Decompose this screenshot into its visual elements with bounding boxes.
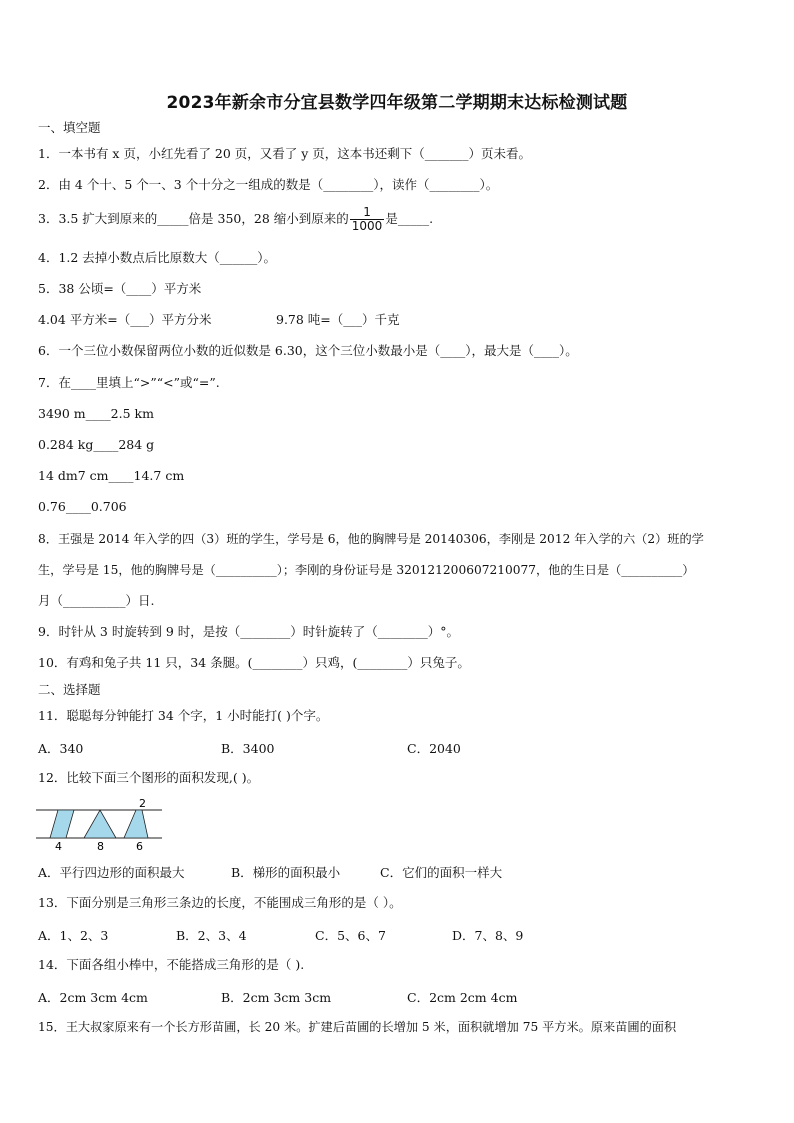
question-3-text-a: 3．3.5 扩大到原来的_____倍是 350，28 缩小到原来的 xyxy=(38,211,349,226)
question-13-option-d: D．7、8、9 xyxy=(452,928,524,943)
question-14-option-b: B．2cm 3cm 3cm xyxy=(221,990,332,1005)
fraction-numerator: 1 xyxy=(363,205,371,219)
section-fill-in-blank: 一、填空题 xyxy=(38,120,101,135)
question-15: 15．王大叔家原来有一个长方形苗圃，长 20 米。扩建后苗圃的长增加 5 米，面积就增加 75 平方米。原来苗圃的面积 xyxy=(38,1020,677,1034)
page-title: 2023年新余市分宜县数学四年级第二学期期末达标检测试题 xyxy=(166,93,628,113)
question-12-option-c: C．它们的面积一样大 xyxy=(380,865,503,880)
question-11-option-b: B．3400 xyxy=(221,741,275,756)
trapezoid-shape xyxy=(124,810,148,838)
question-6: 6．一个三位小数保留两位小数的近似数是 6.30，这个三位小数最小是（____），最大是（____）。 xyxy=(38,343,578,358)
label-bottom-6: 6 xyxy=(136,840,143,852)
shapes-figure xyxy=(36,796,162,852)
question-1: 1．一本书有 x 页，小红先看了 20 页，又看了 y 页，这本书还剩下（_______）页未看。 xyxy=(38,146,532,161)
question-13-option-a: A．1、2、3 xyxy=(38,928,109,943)
question-12: 12．比较下面三个图形的面积发现,( )。 xyxy=(38,770,260,785)
question-8-line-3: 月（__________）日. xyxy=(38,593,155,608)
question-13-option-c: C．5、6、7 xyxy=(315,928,386,943)
question-13: 13．下面分别是三角形三条边的长度，不能围成三角形的是（ ）。 xyxy=(38,895,402,910)
question-11-option-a: A．340 xyxy=(38,741,84,756)
question-5b: 4.04 平方米=（___）平方分米 xyxy=(38,312,212,327)
fraction xyxy=(350,206,385,233)
question-5a: 5．38 公顷=（____）平方米 xyxy=(38,281,202,296)
question-11: 11．聪聪每分钟能打 34 个字，1 小时能打( )个字。 xyxy=(38,708,329,723)
question-4: 4．1.2 去掉小数点后比原数大（______）。 xyxy=(38,250,277,265)
triangle-shape xyxy=(84,810,116,838)
question-14: 14．下面各组小棒中，不能搭成三角形的是（ ). xyxy=(38,957,305,972)
label-bottom-4: 4 xyxy=(55,840,62,852)
parallelogram-shape xyxy=(50,810,74,838)
section-multiple-choice: 二、选择题 xyxy=(38,682,101,697)
question-3 xyxy=(38,206,433,233)
question-8-line-2: 生，学号是 15，他的胸牌号是（__________）；李刚的身份证号是 320121200607210077，他的生日是（__________） xyxy=(38,563,695,577)
label-top-2: 2 xyxy=(139,797,146,810)
question-7-item-a: 3490 m____2.5 km xyxy=(38,406,154,421)
question-12-option-a: A．平行四边形的面积最大 xyxy=(38,865,185,880)
question-7-item-b: 0.284 kg____284 g xyxy=(38,437,155,452)
question-10: 10．有鸡和兔子共 11 只，34 条腿。(________）只鸡，(________）只兔子。 xyxy=(38,655,470,670)
question-7-item-d: 0.76____0.706 xyxy=(38,499,127,514)
question-3-text-b: 是_____. xyxy=(385,211,434,226)
label-bottom-8: 8 xyxy=(97,840,104,852)
question-9: 9．时针从 3 时旋转到 9 时，是按（________）时针旋转了（________）°。 xyxy=(38,624,460,639)
question-2: 2．由 4 个十、5 个一、3 个十分之一组成的数是（________），读作（________）。 xyxy=(38,177,499,192)
question-14-option-a: A．2cm 3cm 4cm xyxy=(38,990,148,1005)
question-13-option-b: B．2、3、4 xyxy=(176,928,247,943)
fraction-denominator: 1000 xyxy=(351,219,383,233)
question-11-option-c: C．2040 xyxy=(407,741,461,756)
question-8-line-1: 8．王强是 2014 年入学的四（3）班的学生，学号是 6，他的胸牌号是 20140306，李刚是 2012 年入学的六（2）班的学 xyxy=(38,532,704,546)
question-7: 7．在____里填上“>”“<”或“=”. xyxy=(38,375,220,390)
question-7-item-c: 14 dm7 cm____14.7 cm xyxy=(38,468,185,483)
question-5c: 9.78 吨=（___）千克 xyxy=(276,312,400,327)
question-14-option-c: C．2cm 2cm 4cm xyxy=(407,990,518,1005)
question-12-option-b: B．梯形的面积最小 xyxy=(231,865,341,880)
